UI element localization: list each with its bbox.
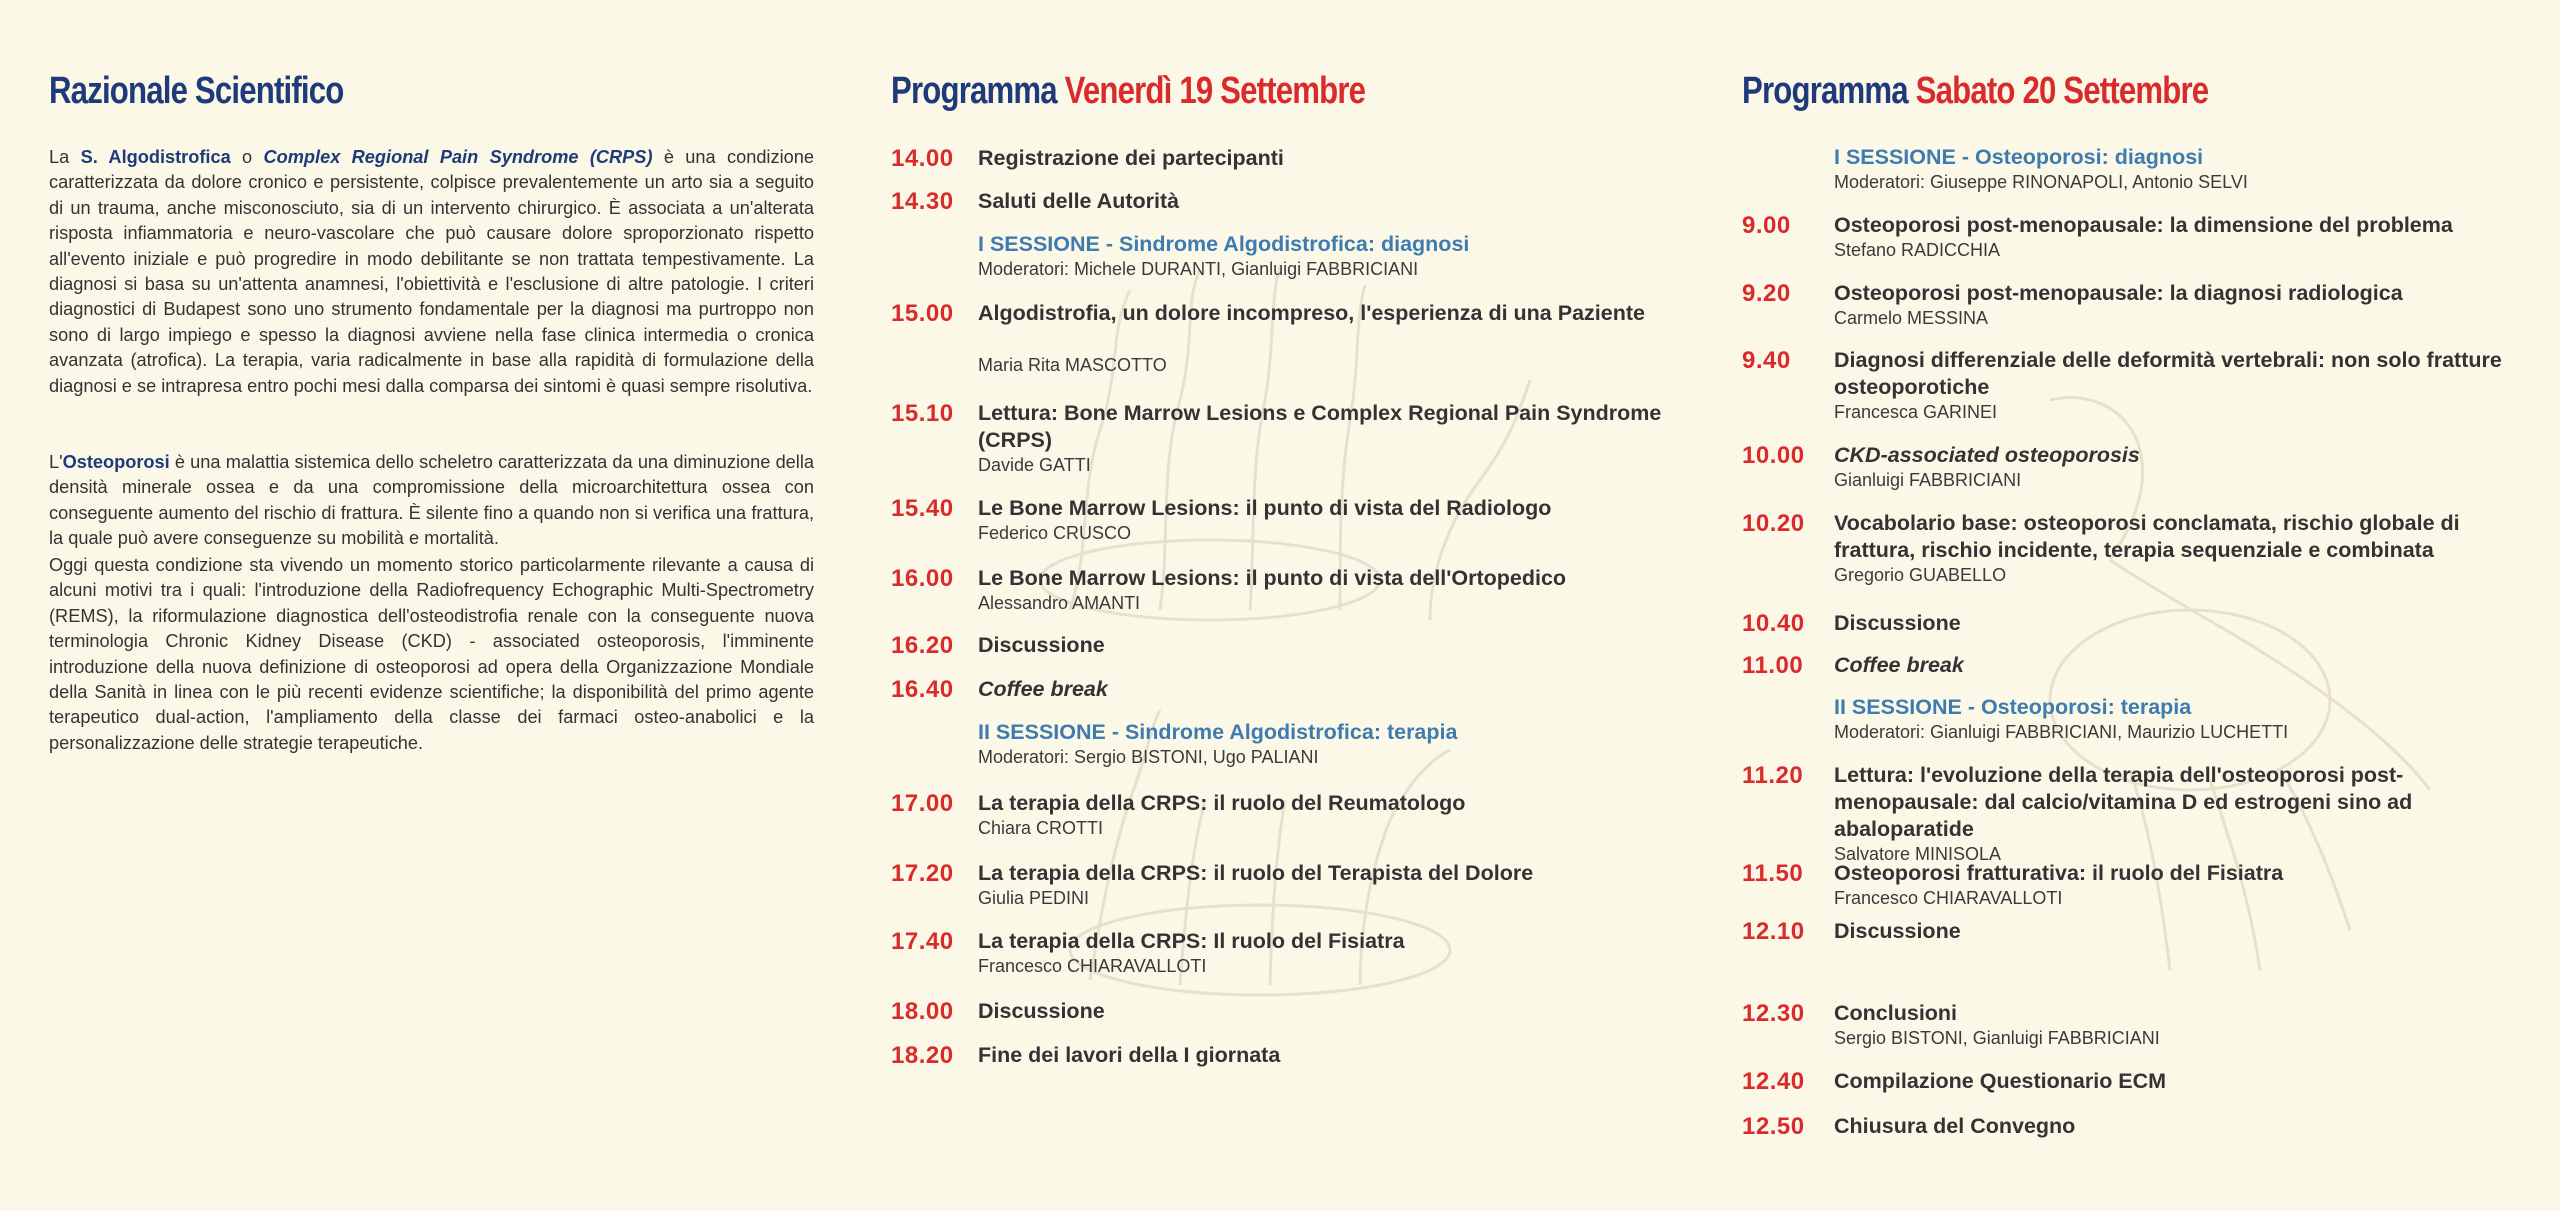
section-heading-sabato — [1742, 70, 2208, 113]
item-title: La terapia della CRPS: il ruolo del Terapista del Dolore — [978, 861, 1534, 885]
item-title: Diagnosi differenziale delle deformità vertebrali: non solo fratture osteoporotiche — [1834, 348, 2502, 399]
item-title: Le Bone Marrow Lesions: il punto di vista del Radiologo — [978, 496, 1552, 520]
item-time: 18.00 — [891, 998, 954, 1025]
item-time: 11.00 — [1742, 652, 1804, 679]
item-title: Discussione — [978, 633, 1105, 657]
item-time: 10.00 — [1742, 442, 1805, 469]
item-speaker: Carmelo MESSINA — [1834, 308, 1989, 328]
item-time: 18.20 — [891, 1042, 954, 1069]
session-title: I SESSIONE - Osteoporosi: diagnosi — [1834, 145, 2204, 169]
item-speaker: Federico CRUSCO — [978, 523, 1132, 543]
item-speaker: Francesco CHIARAVALLOTI — [978, 956, 1207, 976]
item-title: Le Bone Marrow Lesions: il punto di vista dell'Ortopedico — [978, 566, 1567, 590]
item-time: 9.20 — [1742, 280, 1791, 307]
item-speaker: Maria Rita MASCOTTO — [978, 355, 1167, 375]
paragraph-segment: o — [230, 147, 264, 167]
item-title: La terapia della CRPS: Il ruolo del Fisiatra — [978, 929, 1405, 953]
item-time: 17.20 — [891, 860, 954, 887]
session-moderators: Moderatori: Gianluigi FABBRICIANI, Maurizio LUCHETTI — [1834, 722, 2289, 742]
item-title: Fine dei lavori della I giornata — [978, 1043, 1281, 1067]
item-time: 16.00 — [891, 565, 954, 592]
paragraph-segment: Complex Regional Pain Syndrome (CRPS) — [263, 147, 653, 167]
item-time: 17.40 — [891, 928, 954, 955]
item-title: Discussione — [1834, 611, 1961, 635]
item-speaker: Davide GATTI — [978, 455, 1091, 475]
paragraph-segment: Osteoporosi — [62, 452, 170, 472]
item-time: 12.30 — [1742, 1000, 1805, 1027]
item-time: 17.00 — [891, 790, 954, 817]
item-time: 14.00 — [891, 145, 954, 172]
item-title: Osteoporosi fratturativa: il ruolo del Fisiatra — [1834, 861, 2284, 885]
item-time: 15.40 — [891, 495, 954, 522]
item-title: Coffee break — [978, 677, 1108, 701]
item-title: Registrazione dei partecipanti — [978, 146, 1284, 170]
heading-day-label: Venerdì 19 Settembre — [1064, 70, 1366, 112]
section-heading-razionale: Razionale Scientifico — [49, 70, 344, 112]
item-title: Discussione — [978, 999, 1105, 1023]
item-speaker: Sergio BISTONI, Gianluigi FABBRICIANI — [1834, 1028, 2160, 1048]
item-speaker: Gregorio GUABELLO — [1834, 565, 2007, 585]
paragraph-segment: La — [49, 147, 81, 167]
paragraph-segment: è una malattia sistemica dello scheletro caratterizzata da una diminuzione della densità minerale ossea e da una compromissione della microarchitettura ossea con conseguente aumento del rischio di frattura. È silente fino a quando non si verifica una frattura, la quale può avere conseguenze su mobilità e mortalità. — [49, 452, 814, 549]
item-speaker: Stefano RADICCHIA — [1834, 240, 2001, 260]
item-title: Lettura: Bone Marrow Lesions e Complex Regional Pain Syndrome (CRPS) — [978, 401, 1662, 452]
item-time: 15.00 — [891, 300, 954, 327]
paragraph-osteoporosi — [49, 450, 814, 552]
item-title: Discussione — [1834, 919, 1961, 943]
item-time: 11.20 — [1742, 762, 1804, 789]
session-moderators: Moderatori: Giuseppe RINONAPOLI, Antonio SELVI — [1834, 172, 2248, 192]
item-time: 12.50 — [1742, 1113, 1805, 1140]
item-title: Compilazione Questionario ECM — [1834, 1069, 2167, 1093]
item-time: 12.10 — [1742, 918, 1805, 945]
item-title: Saluti delle Autorità — [978, 189, 1180, 213]
item-title: Coffee break — [1834, 653, 1964, 677]
item-speaker: Salvatore MINISOLA — [1834, 844, 2002, 864]
item-title: Conclusioni — [1834, 1001, 1958, 1025]
section-heading-venerdi — [891, 70, 1365, 113]
session-title: II SESSIONE - Osteoporosi: terapia — [1834, 695, 2192, 719]
item-title: Vocabolario base: osteoporosi conclamata, rischio globale di frattura, rischio incidente, terapia sequenziale e combinata — [1834, 511, 2460, 562]
item-time: 11.50 — [1742, 860, 1804, 887]
item-time: 9.00 — [1742, 212, 1791, 239]
item-speaker: Giulia PEDINI — [978, 888, 1090, 908]
item-title: La terapia della CRPS: il ruolo del Reumatologo — [978, 791, 1466, 815]
item-speaker: Gianluigi FABBRICIANI — [1834, 470, 2022, 490]
session-moderators: Moderatori: Sergio BISTONI, Ugo PALIANI — [978, 747, 1319, 767]
item-title: Osteoporosi post-menopausale: la diagnosi radiologica — [1834, 281, 2403, 305]
paragraph-segment: L' — [49, 452, 63, 472]
item-time: 10.40 — [1742, 610, 1805, 637]
item-time: 12.40 — [1742, 1068, 1805, 1095]
item-title: Lettura: l'evoluzione della terapia dell'osteoporosi post-menopausale: dal calcio/vitamina D ed estrogeni sino ad abaloparatide — [1834, 763, 2413, 841]
item-title: Chiusura del Convegno — [1834, 1114, 2076, 1138]
paragraph-segment: S. Algodistrofica — [80, 147, 231, 167]
heading-day-label: Sabato 20 Settembre — [1915, 70, 2209, 112]
item-time: 15.10 — [891, 400, 954, 427]
item-speaker: Francesco CHIARAVALLOTI — [1834, 888, 2063, 908]
item-time: 10.20 — [1742, 510, 1805, 537]
item-time: 16.40 — [891, 676, 954, 703]
item-time: 14.30 — [891, 188, 954, 215]
heading-programma-label: Programma — [891, 70, 1057, 112]
item-title: Osteoporosi post-menopausale: la dimensione del problema — [1834, 213, 2453, 237]
session-title: II SESSIONE - Sindrome Algodistrofica: terapia — [978, 720, 1458, 744]
item-time: 16.20 — [891, 632, 954, 659]
item-speaker: Francesca GARINEI — [1834, 402, 1998, 422]
paragraph-crps — [49, 145, 814, 399]
item-speaker: Chiara CROTTI — [978, 818, 1104, 838]
session-moderators: Moderatori: Michele DURANTI, Gianluigi FABBRICIANI — [978, 259, 1419, 279]
session-title: I SESSIONE - Sindrome Algodistrofica: diagnosi — [978, 232, 1470, 256]
paragraph-contesto: Oggi questa condizione sta vivendo un momento storico particolarmente rilevante a causa di alcuni motivi tra i quali: l'introduzione della Radiofrequency Echographic Multi-Spectrometry (REMS), la riformulazione diagnostica dell'osteodistrofia renale con la conseguente nuova terminologia Chronic Kidney Disease (CKD) - associated osteoporosis, l'imminente introduzione della nuova definizione di osteoporosi ad opera della Organizzazione Mondiale della Sanità in linea con le più recenti evidenze scientifiche; la disponibilità del primo agente terapeutico dual-action, l'ampliamento della classe dei farmaci osteo-anabolici e la personalizzazione delle strategie terapeutiche. — [49, 555, 814, 753]
item-title: CKD-associated osteoporosis — [1834, 443, 2140, 467]
heading-programma-label: Programma — [1742, 70, 1908, 112]
item-time: 9.40 — [1742, 347, 1791, 374]
item-speaker: Alessandro AMANTI — [978, 593, 1141, 613]
paragraph-segment: è una condizione caratterizzata da dolore cronico e persistente, colpisce prevalentemente un arto sia a seguito di un trauma, anche misconosciuto, sia di un intervento chirurgico. È associata a un'alterata risposta infiammatoria e neuro-vascolare che può causare dolore sproporzionato rispetto all'evento iniziale e può progredire in modo debilitante se non trattata tempestivamente. La diagnosi si basa su un'attenta anamnesi, l'obiettività e l'esclusione di altre patologie. I criteri diagnostici di Budapest sono uno strumento fondamentale per la diagnosi ma purtroppo non sono di largo impiego e spesso la diagnosi avviene nella fase clinica intermedia o cronica avanzata (atrofica). La terapia, varia radicalmente in base alla rapidità di formulazione della diagnosi e se intrapresa entro pochi mesi dalla comparsa dei sintomi è quasi sempre risolutiva. — [49, 147, 814, 396]
item-title: Algodistrofia, un dolore incompreso, l'esperienza di una Paziente — [978, 301, 1645, 325]
